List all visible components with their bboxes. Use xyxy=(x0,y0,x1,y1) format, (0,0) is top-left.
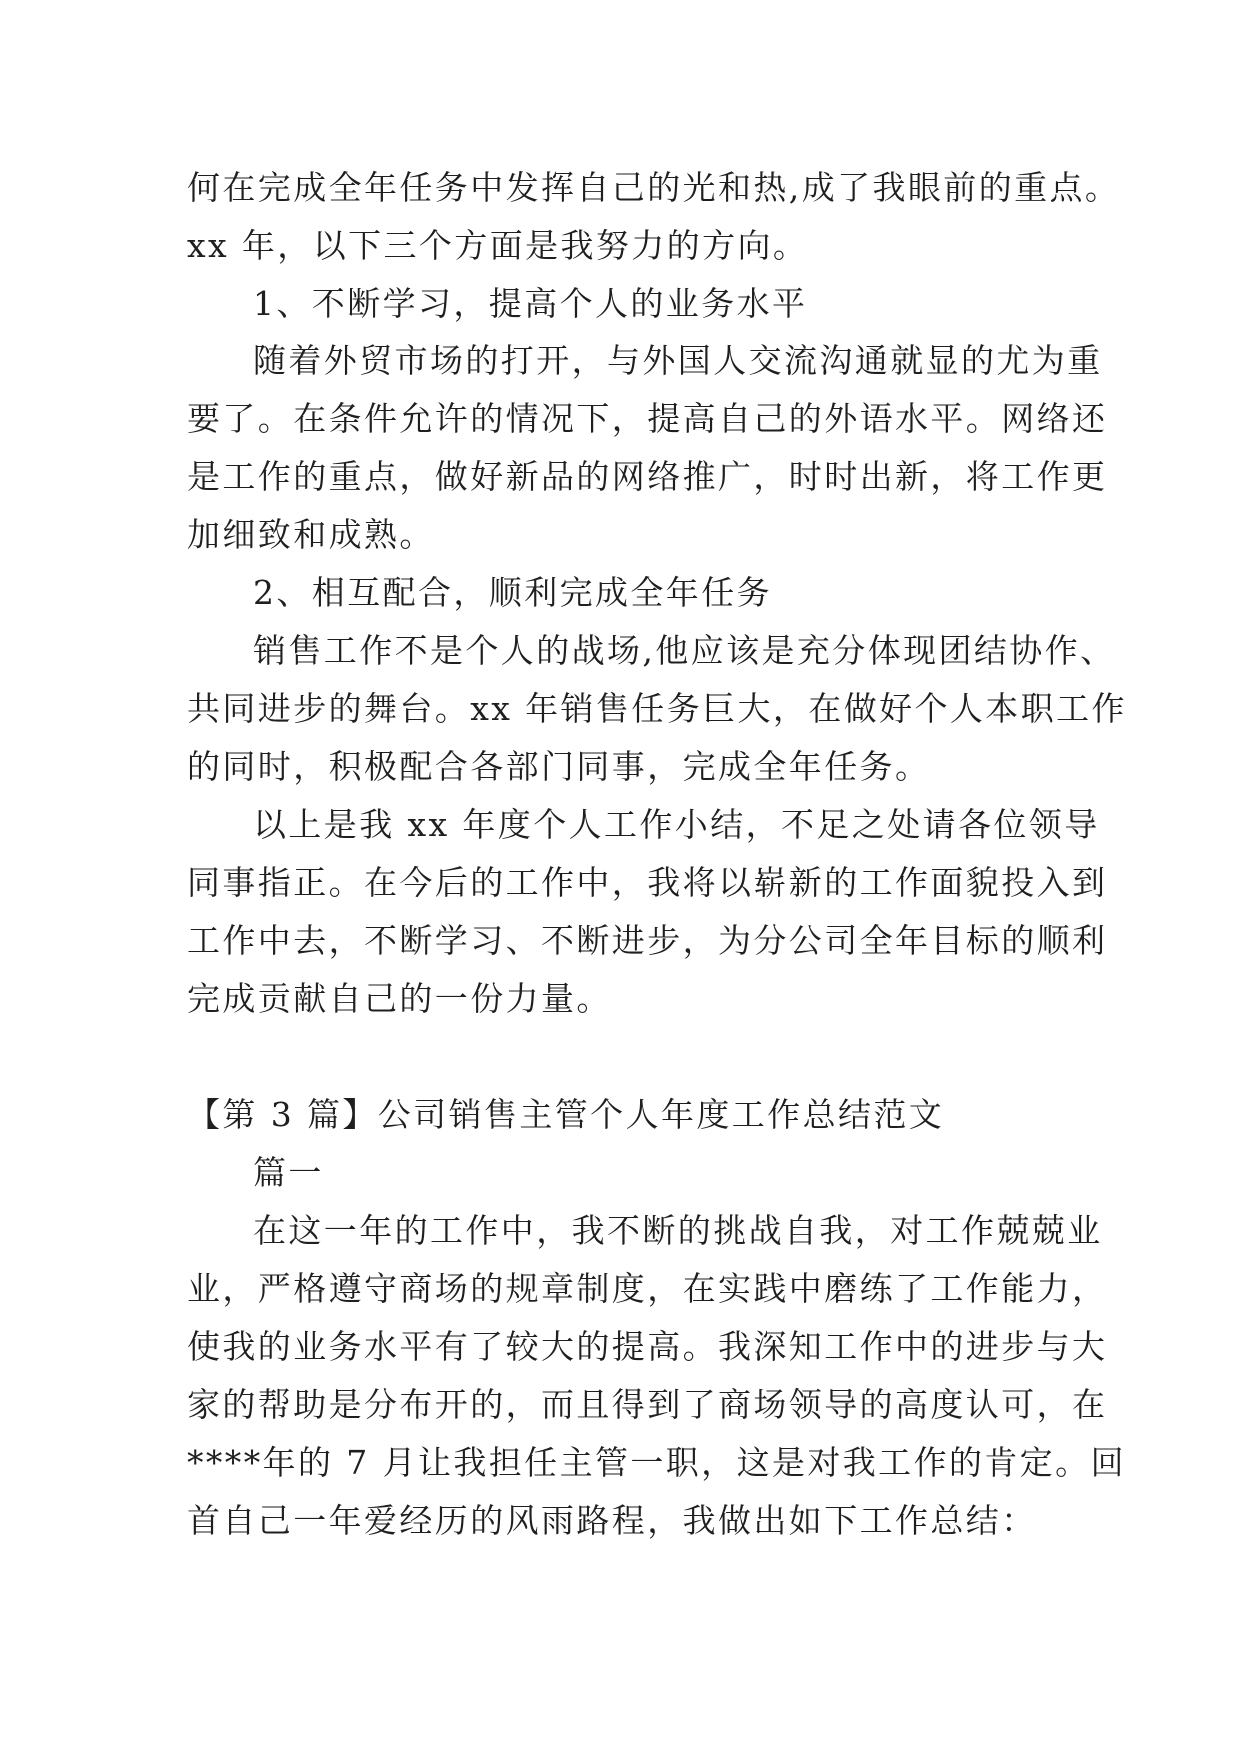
text-line: 完成贡献自己的一份力量。 xyxy=(187,979,612,1018)
text-line: 同事指正。在今后的工作中，我将以崭新的工作面貌投入到 xyxy=(187,863,1108,902)
text-line: 以上是我 xx 年度个人工作小结，不足之处请各位领导 xyxy=(253,805,1100,844)
text-line: 共同进步的舞台。xx 年销售任务巨大，在做好个人本职工作 xyxy=(187,689,1127,728)
text-line: ****年的 7 月让我担任主管一职，这是对我工作的肯定。回 xyxy=(187,1443,1126,1482)
section-heading: 2、相互配合，顺利完成全年任务 xyxy=(253,573,772,612)
text-line: 在这一年的工作中，我不断的挑战自我，对工作兢兢业 xyxy=(253,1211,1103,1250)
text-line: 使我的业务水平有了较大的提高。我深知工作中的进步与大 xyxy=(187,1327,1108,1366)
text-line: 工作中去，不断学习、不断进步，为分公司全年目标的顺利 xyxy=(187,921,1108,960)
text-line: 是工作的重点，做好新品的网络推广，时时出新，将工作更 xyxy=(187,457,1108,496)
text-line: xx 年，以下三个方面是我努力的方向。 xyxy=(187,226,809,265)
section-heading: 1、不断学习，提高个人的业务水平 xyxy=(253,284,808,323)
text-line: 销售工作不是个人的战场,他应该是充分体现团结协作、 xyxy=(253,631,1116,670)
text-line: 家的帮助是分布开的，而且得到了商场领导的高度认可，在 xyxy=(187,1385,1108,1424)
text-line: 加细致和成熟。 xyxy=(187,515,435,554)
article-title: 【第 3 篇】公司销售主管个人年度工作总结范文 xyxy=(187,1095,945,1134)
text-line: 业，严格遵守商场的规章制度，在实践中磨练了工作能力， xyxy=(187,1269,1108,1308)
text-line: 随着外贸市场的打开，与外国人交流沟通就显的尤为重 xyxy=(253,341,1103,380)
text-line: 何在完成全年任务中发挥自己的光和热,成了我眼前的重点。 xyxy=(187,168,1121,207)
text-line: 的同时，积极配合各部门同事，完成全年任务。 xyxy=(187,747,931,786)
text-line: 要了。在条件允许的情况下，提高自己的外语水平。网络还 xyxy=(187,399,1108,438)
text-line: 首自己一年爱经历的风雨路程，我做出如下工作总结： xyxy=(187,1501,1037,1540)
subheading: 篇一 xyxy=(253,1153,324,1192)
